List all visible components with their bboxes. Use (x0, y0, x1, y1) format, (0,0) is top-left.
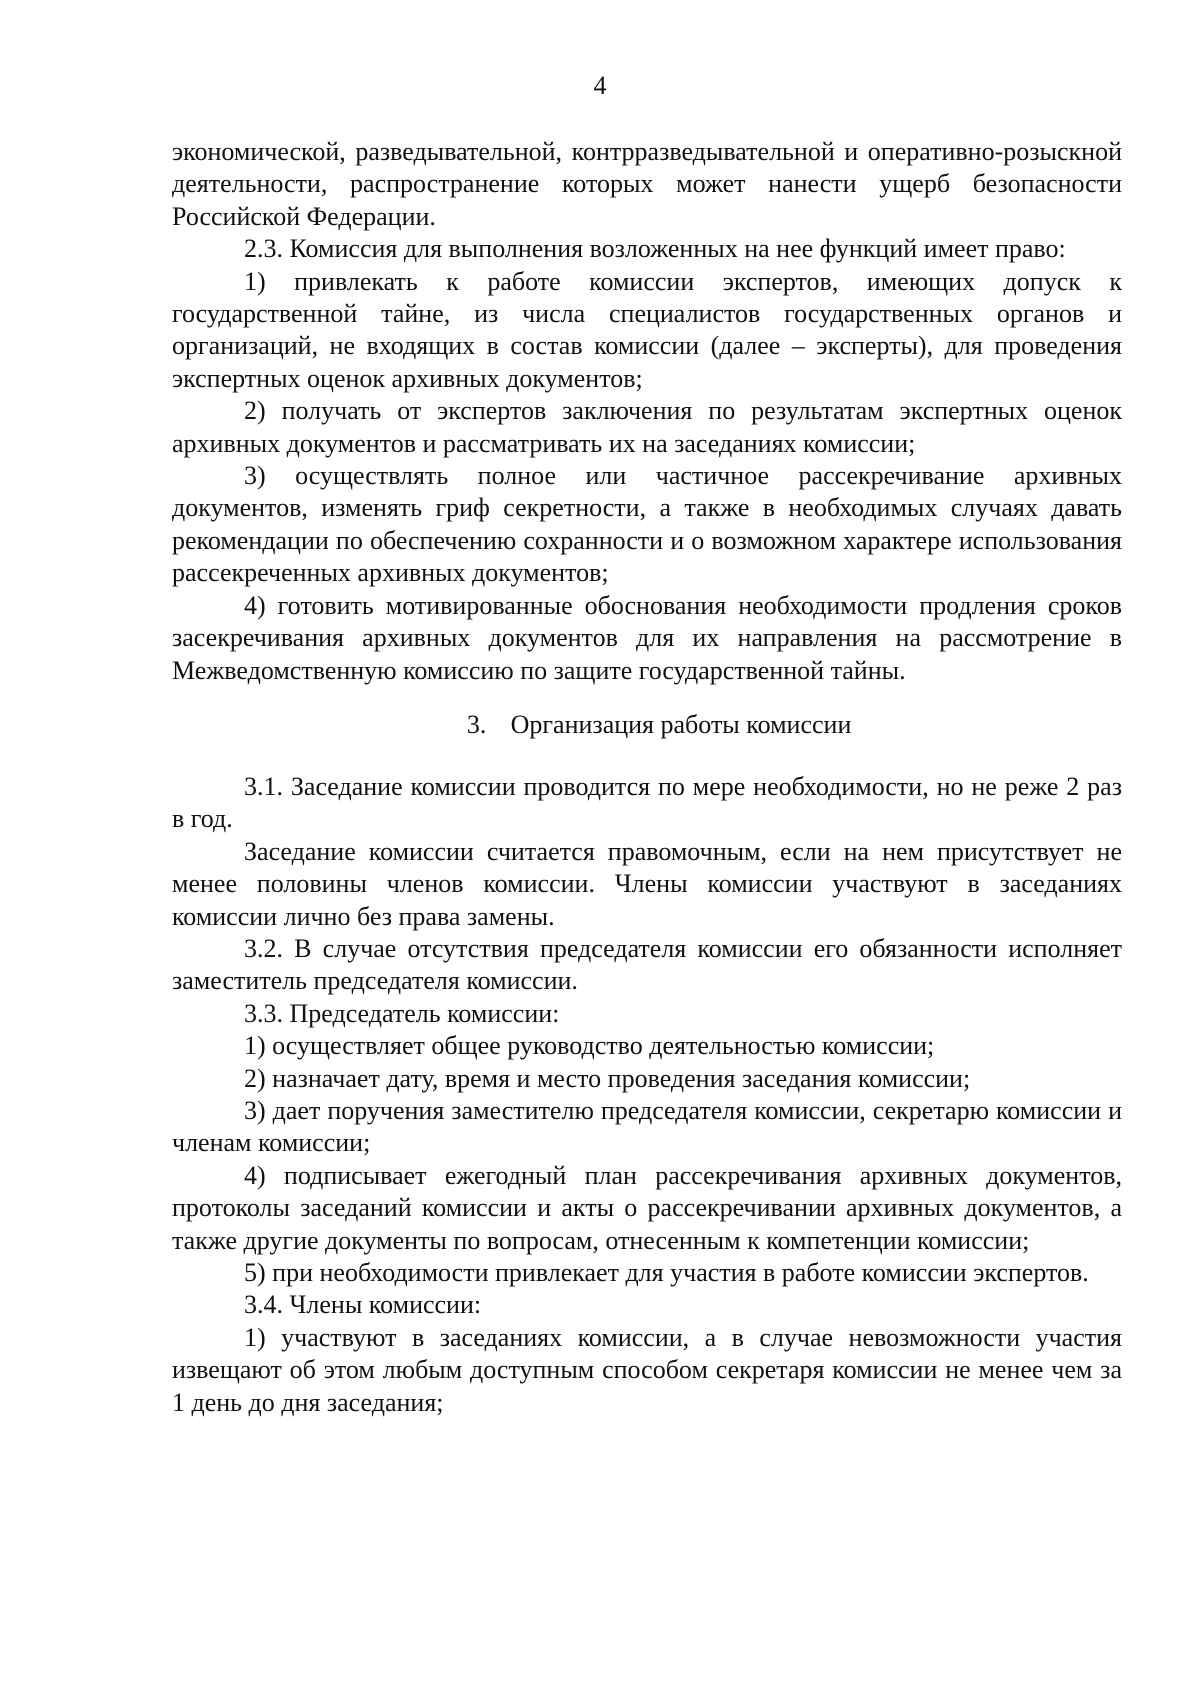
list-item-chair-3: 3) дает поручения заместителю председателя комиссии, секретарю комиссии и членам комиссии; (172, 1095, 1122, 1158)
paragraph-2-3: 2.3. Комиссия для выполнения возложенных на нее функций имеет право: (244, 234, 1066, 264)
list-item-chair-1: 1) осуществляет общее руководство деятельностью комиссии; (244, 1031, 935, 1061)
section-heading (172, 709, 1122, 741)
paragraph-3-3: 3.3. Председатель комиссии: (244, 998, 560, 1028)
paragraph-continuation: экономической, разведывательной, контрразведывательной и оперативно-розыскной деятельности, распространение которых может нанести ущерб безопасности Российской Федерации. (172, 137, 1122, 231)
list-item-chair-2: 2) назначает дату, время и место проведения заседания комиссии; (244, 1063, 971, 1093)
section-number: 3. (466, 709, 487, 739)
document-body (172, 136, 1122, 1419)
list-item-right-1: 1) привлекать к работе комиссии экспертов, имеющих допуск к государственной тайне, из числа специалистов государственных органов и организаций, не входящих в состав комиссии (далее – эксперты), для проведения экспертных оценок архивных документов; (172, 266, 1122, 393)
paragraph-3-4: 3.4. Члены комиссии: (244, 1290, 482, 1320)
list-item-chair-5: 5) при необходимости привлекает для участия в работе комиссии экспертов. (244, 1258, 1089, 1287)
paragraph-3-2: 3.2. В случае отсутствия председателя комиссии его обязанности исполняет заместитель председателя комиссии. (172, 933, 1122, 996)
list-item-right-2: 2) получать от экспертов заключения по результатам экспертных оценок архивных документов и рассматривать их на заседаниях комиссии; (172, 396, 1122, 458)
paragraph-quorum: Заседание комиссии считается правомочным, если на нем присутствует не менее половины членов комиссии. Члены комиссии участвуют в заседаниях комиссии лично без права замены. (172, 836, 1122, 931)
page-number: 4 (593, 71, 607, 100)
paragraph-3-1: 3.1. Заседание комиссии проводится по мере необходимости, но не реже 2 раз в год. (172, 771, 1122, 834)
list-item-chair-4: 4) подписывает ежегодный план рассекречивания архивных документов, протоколы заседаний комиссии и акты о рассекречивании архивных документов, а также другие документы по вопросам, отнесенным к компетенции комиссии; (172, 1160, 1122, 1255)
list-item-right-4: 4) готовить мотивированные обоснования необходимости продления сроков засекречивания архивных документов для их направления на рассмотрение в Межведомственную комиссию по защите государственной тайны. (172, 590, 1122, 685)
list-item-members-1: 1) участвуют в заседаниях комиссии, а в случае невозможности участия извещают об этом любым доступным способом секретаря комиссии не менее чем за 1 день до дня заседания; (172, 1322, 1122, 1417)
section-title: Организация работы комиссии (510, 709, 852, 739)
list-item-right-3: 3) осуществлять полное или частичное рассекречивание архивных документов, изменять гриф секретности, а также в необходимых случаях давать рекомендации по обеспечению сохранности и о возможном характере использования рассекреченных архивных документов; (172, 461, 1122, 588)
